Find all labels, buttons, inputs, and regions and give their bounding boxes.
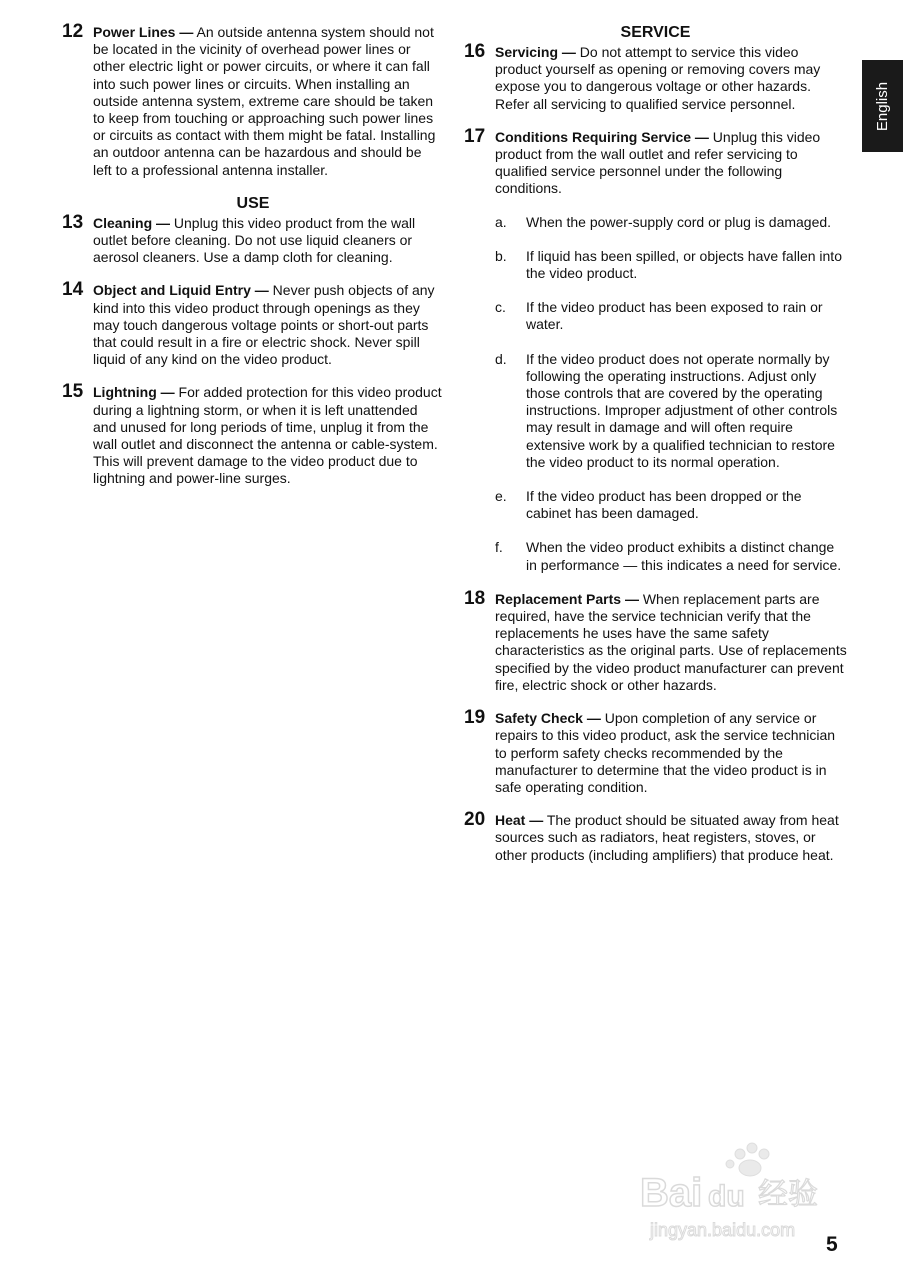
item-heading: Power Lines — [93, 24, 194, 40]
list-item [495, 488, 847, 522]
item-number: 15 [62, 381, 84, 403]
item-text: For added protection for this video product during a lightning storm, or when it is left unattended and unused for long periods of time, unplug it from the wall outlet and disconnect the antenna or cable-system. This will prevent damage to the video product due to lightning and power-line surges. [93, 384, 442, 487]
list-text: When the power-supply cord or plug is damaged. [526, 213, 832, 230]
item-heading: Safety Check — [495, 710, 601, 727]
conditions-list [495, 214, 847, 574]
item-number: 12 [62, 21, 84, 42]
item-heading: Heat — [495, 812, 544, 829]
list-text: If liquid has been spilled, or objects have fallen into the video product. [526, 247, 842, 282]
item-heading: Conditions Requiring Service — [495, 128, 709, 145]
list-item [495, 248, 847, 282]
list-item [495, 351, 847, 471]
item-text: Upon completion of any service or repairs to this video product, ask the service technician to perform safety checks recommended by the manufacturer to determine that the video product is in safe operating condition. [495, 710, 836, 795]
item-heading: Replacement Parts — [495, 590, 639, 607]
list-text: If the video product has been exposed to rain or water. [526, 299, 823, 333]
item-15-lightning [62, 381, 444, 487]
item-heading: Servicing — [495, 44, 576, 60]
list-letter: a. [495, 213, 507, 230]
item-14-object-liquid-entry [62, 279, 444, 368]
item-text: Never push objects of any kind into this video product through openings as they may touch dangerous voltage points or short-out parts that could result in a fire or electric shock. Never spill liquid of any kind on the video product. [93, 282, 435, 368]
list-letter: f. [495, 539, 503, 556]
item-number: 17 [464, 125, 486, 147]
item-number: 18 [464, 587, 486, 609]
item-number: 14 [62, 279, 84, 301]
item-13-cleaning [62, 211, 444, 267]
item-20-heat [464, 809, 847, 864]
list-letter: e. [495, 488, 507, 505]
list-item [495, 539, 847, 573]
svg-text:jingyan.baidu.com: jingyan.baidu.com [650, 1220, 796, 1240]
item-16-servicing [464, 41, 847, 113]
list-text: If the video product has been dropped or the cabinet has been damaged. [526, 488, 802, 522]
list-item [495, 299, 847, 333]
item-text: Do not attempt to service this video product yourself as opening or removing covers may expose you to dangerous voltage or other hazards. Refer all servicing to qualified service personnel. [495, 44, 821, 112]
right-column [464, 24, 847, 880]
left-column [62, 21, 444, 504]
page-number: 5 [826, 1233, 838, 1256]
item-18-replacement-parts [464, 587, 847, 694]
svg-text:du: du [708, 1180, 745, 1213]
item-12-power-lines [62, 21, 444, 179]
svg-text:经验: 经验 [758, 1177, 818, 1212]
section-title-service: SERVICE [620, 24, 691, 41]
item-heading: Object and Liquid Entry — [93, 282, 269, 299]
item-text: The product should be situated away from heat sources such as radiators, heat registers, stoves, or other products (including amplifiers) that produce heat. [495, 812, 839, 863]
item-number: 19 [464, 707, 486, 729]
section-title-use: USE [236, 194, 270, 212]
item-text: Unplug this video product from the wall outlet and refer servicing to qualified service personnel under the following conditions. [495, 128, 821, 197]
list-text: If the video product does not operate normally by following the operating instructions. Adjust only those controls that are covered by the operating instructions. Improper adjustment of other controls may result in damage and will often require extensive work by a qualified technician to restore the video product to its normal operation. [526, 350, 838, 470]
list-text: When the video product exhibits a distinct change in performance — this indicates a need for service. [526, 539, 842, 573]
list-letter: b. [495, 247, 507, 264]
item-text: When replacement parts are required, have the service technician verify that the replacements he uses have the same safety characteristics as the original parts. Use of replacements specified by the video product manufacturer can prevent fire, electric shock or other hazards. [495, 590, 847, 693]
item-17-conditions-requiring-service [464, 125, 847, 574]
language-tab [862, 60, 903, 152]
item-text: An outside antenna system should not be located in the vicinity of overhead power lines or other electric light or power circuits, or where it can fall into such power lines or circuits. When installing an outside antenna system, extreme care should be taken to keep from touching or approaching such power lines or circuits as contact with them might be fatal. Installing an outdoor antenna can be hazardous and should be left to a professional antenna installer. [93, 24, 436, 178]
baidu-watermark-logo [640, 1140, 850, 1245]
item-19-safety-check [464, 707, 847, 796]
list-item [495, 214, 847, 231]
item-heading: Lightning — [93, 384, 175, 401]
list-letter: d. [495, 350, 507, 367]
language-tab-label: English [874, 81, 892, 131]
list-letter: c. [495, 299, 506, 316]
item-number: 13 [62, 211, 84, 233]
item-number: 16 [464, 41, 486, 62]
item-text: Unplug this video product from the wall outlet before cleaning. Do not use liquid cleaners or aerosol cleaners. Use a damp cloth for cleaning. [93, 214, 416, 266]
svg-text:Bai: Bai [640, 1171, 703, 1215]
item-heading: Cleaning — [93, 214, 171, 231]
item-number: 20 [464, 809, 486, 831]
